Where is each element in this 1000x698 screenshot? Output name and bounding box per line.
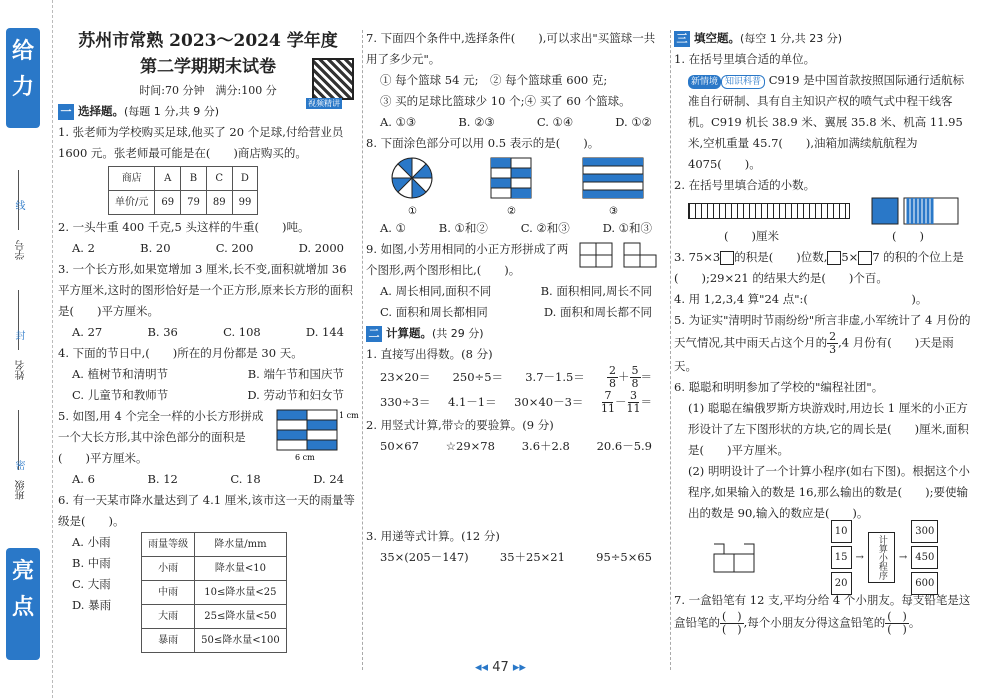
question-7: 7. 下面四个条件中,选择条件( ),可以求出"买篮球一共用了多少元"。 [366, 31, 656, 66]
fill-6-2: (2) 明明设计了一个计算小程序(如右下图)。根据这个小程序,如果输入的数是 16,那么输出的数是( );要使输出的数是 90,输入的数应是( )。 [688, 464, 970, 520]
option[interactable]: A. 小雨 [72, 535, 111, 549]
section-title: 选择题。 [78, 104, 124, 118]
question-2-options [58, 238, 358, 259]
bind-tag-seal: 封 [13, 330, 24, 340]
question-4: 4. 下面的节日中,( )所在的月份都是 30 天。 [58, 346, 303, 360]
question-9-options-row1 [366, 281, 666, 302]
table-cell: 暴雨 [142, 629, 195, 653]
option[interactable]: B. 中雨 [72, 556, 111, 570]
blank-box[interactable] [720, 251, 734, 265]
blank-box[interactable] [858, 251, 872, 265]
next-page-icon[interactable]: ▸▸ [512, 660, 526, 675]
bind-tag-secret: 密 [13, 460, 24, 470]
section-note: (每空 1 分,共 23 分) [740, 32, 843, 45]
flow-output: 300 [911, 520, 938, 543]
option[interactable]: D. 24 [313, 472, 344, 486]
blank[interactable]: ( ) [892, 229, 924, 243]
table-cell: 降水量<10 [195, 557, 287, 581]
figure-label: ① [408, 206, 418, 217]
question-9: 9. 如图,小芳用相同的小正方形拼成了两个图形,两个图形相比,( )。 [366, 242, 569, 277]
option[interactable]: B. 36 [147, 325, 178, 339]
arrow-right-icon: → [898, 551, 908, 563]
flow-output: 450 [911, 546, 938, 569]
question-3-options [58, 322, 358, 343]
blank-fraction[interactable]: $\frac{( )}{( )}$ [722, 610, 742, 636]
calc-item: 35＋25×21 [499, 550, 565, 564]
calc-2: 2. 用竖式计算,带☆的要验算。(9 分) [366, 418, 554, 432]
blocks-figure [870, 196, 960, 226]
flow-output: 600 [911, 572, 938, 595]
section-number-badge: 二 [366, 326, 382, 342]
calc-1-row1 [366, 365, 666, 390]
table-cell: 10≤降水量<25 [195, 581, 287, 605]
rainfall-table [141, 532, 287, 653]
calc-1-row2 [366, 390, 666, 415]
option[interactable]: D. 面积和周长都不同 [543, 305, 652, 319]
fill-2-blanks [674, 226, 974, 247]
table-cell: 小雨 [142, 557, 195, 581]
calc-item: 95÷5×65 [596, 550, 652, 564]
calc-item: 4.1－1＝ [447, 395, 497, 409]
student-number-label: 学号 [16, 240, 27, 260]
question-7-options [366, 112, 666, 133]
column-2 [366, 28, 666, 568]
column-divider [670, 30, 671, 670]
table-header: A [155, 167, 181, 191]
ruler-figure [688, 203, 850, 219]
section-title: 计算题。 [386, 326, 432, 340]
dim-1cm: 1 cm [339, 411, 359, 420]
question-6-row [58, 532, 358, 653]
flow-input: 15 [831, 546, 852, 569]
column-divider [362, 30, 363, 670]
option[interactable]: A. 植树节和清明节 [72, 367, 169, 381]
option[interactable]: A. ①③ [380, 115, 417, 129]
section-note: (每题 1 分,共 9 分) [124, 105, 220, 118]
option[interactable]: A. ① [380, 221, 406, 235]
new-context-tag: 新情境 [688, 75, 721, 89]
fill-2-figures [674, 196, 974, 226]
calc-3-items [366, 547, 666, 568]
figure-label: ② [506, 206, 516, 217]
question-2: 2. 一头牛重 400 千克,5 头这样的牛重( )吨。 [58, 220, 310, 234]
option[interactable]: D. 144 [305, 325, 344, 339]
qr-label: 视频精讲 [308, 99, 340, 108]
question-4-options-row2 [58, 385, 358, 406]
option[interactable]: A. 2 [72, 241, 95, 255]
option[interactable]: C. 108 [223, 325, 261, 339]
question-9-row [366, 239, 666, 281]
column-3 [674, 28, 974, 636]
exam-title-line1: 苏州市常熟 2023～2024 学年度 [78, 31, 338, 51]
section-note: (共 29 分) [432, 327, 484, 340]
table-header: B [181, 167, 207, 191]
option[interactable]: B. 20 [140, 241, 171, 255]
section-fill-heading [674, 28, 974, 49]
table-header: D [232, 167, 258, 191]
table-cell: 大雨 [142, 605, 195, 629]
option[interactable]: D. 劳动节和妇女节 [247, 388, 344, 402]
option[interactable]: C. 面积和周长都相同 [380, 305, 488, 319]
exam-meta: 时间:70 分钟 满分:100 分 [139, 84, 277, 97]
fill-6-1: (1) 聪聪在编俄罗斯方块游戏时,用边长 1 厘米的小正方形设计了左下图形状的方块,它的周长是( )厘米,面积是( )平方厘米。 [688, 401, 969, 457]
option[interactable]: D. 2000 [298, 241, 344, 255]
option[interactable]: B. 面积相同,周长不同 [540, 284, 652, 298]
column-1 [58, 28, 358, 653]
question-7-conditions: ① 每个篮球 54 元; ② 每个篮球重 600 克; [380, 73, 608, 87]
fill-7: 7. 一盒铅笔有 12 支,平均分给 4 个小朋友。每支铅笔是这盒铅笔的 $\frac{( )}{( )}$ ,每个小朋友分得这盒铅笔的 $\frac{( )}{( )}$ 。 [674, 593, 971, 636]
option[interactable]: B. 端午节和国庆节 [247, 367, 344, 381]
calc-item: 250÷5＝ [452, 370, 504, 384]
fill-1-text: 新情境 知识科普 C919 是中国首款按照国际通行适航标准自行研制、具有自主知识产权的喷气式中程干线客机。C919 机长 38.9 米、翼展 35.8 米、机高 11.95 米,空机重量 45.7( ),油箱加满续航航程为 4075( )。 [688, 73, 965, 171]
prev-page-icon[interactable]: ◂◂ [475, 660, 489, 675]
calc-1: 1. 直接写出得数。(8 分) [366, 347, 493, 361]
calc-item: 35×(205－147) [380, 550, 469, 564]
option[interactable]: D. ①② [615, 115, 652, 129]
class-label: 班级 [16, 480, 27, 500]
calc-item: ☆29×78 [445, 439, 495, 453]
arrow-right-icon: → [855, 551, 864, 563]
option[interactable]: C. 200 [215, 241, 254, 255]
question-5-options [58, 469, 358, 490]
question-6-options [58, 532, 111, 653]
name-label: 姓名 [16, 360, 27, 380]
name-line[interactable] [18, 290, 20, 350]
option[interactable]: B. 12 [147, 472, 178, 486]
section-number-badge: 一 [58, 104, 74, 120]
calc-2-items [366, 436, 666, 526]
calc-fraction-item: $\frac{7}{11}$ － $\frac{3}{11}$ ＝ [600, 389, 652, 415]
table-cell: 中雨 [142, 581, 195, 605]
flow-program: 计算小程序 [868, 532, 895, 583]
question-1: 1. 张老师为学校购买足球,他买了 20 个足球,付给营业员 1600 元。张老师最可能是在( )商店购买的。 [58, 125, 344, 160]
page-number: ◂◂ 47 ▸▸ [475, 660, 526, 675]
table-cell: 99 [232, 191, 258, 215]
fraction: $\frac{2}{3}$ [829, 330, 837, 356]
section-calc-heading [366, 323, 666, 344]
grid-figure [481, 154, 541, 218]
question-5-row [58, 406, 358, 469]
flow-input: 10 [831, 520, 852, 543]
table-cell: 89 [206, 191, 232, 215]
calc-item: 30×40－3＝ [514, 395, 584, 409]
table-cell: 79 [181, 191, 207, 215]
option[interactable]: D. 暴雨 [72, 598, 112, 612]
question-3: 3. 一个长方形,如果宽增加 3 厘米,长不变,面积就增加 36 平方厘米,这时的图形恰好是一个正方形,原来长方形的面积是( )平方厘米。 [58, 262, 353, 318]
calc-item: 23×20＝ [380, 370, 431, 384]
option[interactable]: C. ①④ [536, 115, 574, 129]
fill-1: 1. 在括号里填合适的单位。 [674, 52, 816, 66]
tetromino-figure [710, 540, 760, 574]
table-cell: 50≤降水量<100 [195, 629, 287, 653]
table-header: C [206, 167, 232, 191]
question-7-conditions-2: ③ 买的足球比篮球少 10 个;④ 买了 60 个篮球。 [380, 94, 631, 108]
section-number-badge: 三 [674, 31, 690, 47]
option[interactable]: A. 周长相同,面积不同 [380, 284, 492, 298]
calc-item: 3.6＋2.8 [521, 439, 570, 453]
fill-6-figures [674, 524, 974, 590]
table-header: 降水量/mm [195, 533, 287, 557]
tab-bottom-label: 亮点 [6, 548, 40, 660]
calc-item: 3.7－1.5＝ [525, 370, 585, 384]
option[interactable]: A. 27 [72, 325, 103, 339]
question-4-options-row1 [58, 364, 358, 385]
blank-fraction[interactable]: $\frac{( )}{( )}$ [887, 610, 907, 636]
stripes-figure [578, 154, 648, 218]
option[interactable]: C. 大雨 [72, 577, 111, 591]
price-table [108, 166, 258, 215]
option[interactable]: C. 儿童节和教师节 [72, 388, 169, 402]
blank[interactable]: ( )厘米 [724, 229, 779, 243]
option[interactable]: C. ②和③ [520, 221, 570, 235]
fill-2: 2. 在括号里填合适的小数。 [674, 178, 816, 192]
rectangles-figure [273, 406, 359, 462]
table-header: 雨量等级 [142, 533, 195, 557]
fill-6: 6. 聪聪和明明参加了学校的"编程社团"。 [674, 380, 884, 394]
question-5: 5. 如图,用 4 个完全一样的小长方形拼成一个大长方形,其中涂色部分的面积是( )平方厘米。 [58, 409, 264, 465]
squares-figure [576, 239, 661, 275]
option[interactable]: C. 18 [230, 472, 261, 486]
question-8: 8. 下面涂色部分可以用 0.5 表示的是( )。 [366, 136, 600, 150]
table-row-label: 单价/元 [109, 191, 155, 215]
table-cell: 25≤降水量<50 [195, 605, 287, 629]
question-8-options [366, 218, 666, 239]
bind-tag-line: 线 [13, 200, 24, 210]
option[interactable]: D. ①和③ [602, 221, 652, 235]
fill-5: 5. 为证实"清明时节雨纷纷"所言非虚,小军统计了 4 月份的天气情况,其中雨天占这个月的 $\frac{2}{3}$ ,4 月份有( )天是雨天。 [674, 313, 971, 373]
calc-3: 3. 用递等式计算。(12 分) [366, 529, 500, 543]
question-8-figures [366, 154, 666, 218]
calc-item: 330÷3＝ [380, 395, 431, 409]
exam-title-line2: 第二学期期末试卷 [140, 57, 276, 77]
calc-item: 20.6－5.9 [596, 439, 652, 453]
flow-input: 20 [831, 572, 852, 595]
program-flowchart [831, 520, 939, 595]
calc-item: 50×67 [380, 439, 419, 453]
circle-figure [384, 154, 444, 218]
option[interactable]: B. ②③ [458, 115, 495, 129]
dim-6cm: 6 cm [295, 453, 315, 462]
science-tag: 知识科普 [721, 75, 765, 89]
option[interactable]: A. 6 [72, 472, 95, 486]
figure-label: ③ [608, 206, 618, 217]
table-cell: 69 [155, 191, 181, 215]
fill-4: 4. 用 1,2,3,4 算"24 点":( )。 [674, 292, 928, 306]
section-title: 填空题。 [694, 31, 740, 45]
binding-margin [0, 0, 53, 698]
blank-box[interactable] [827, 251, 841, 265]
fill-3: 3. 75×3 的积是( )位数, 5× 7 的积的个位上是( );29×21 的结果大约是( )个百。 [674, 250, 964, 285]
table-header: 商店 [109, 167, 155, 191]
section-choice-heading [58, 101, 358, 122]
calc-fraction-item: $\frac{2}{8}$ ＋ $\frac{5}{8}$ ＝ [609, 364, 652, 390]
question-9-options-row2 [366, 302, 666, 323]
question-6: 6. 有一天某市降水量达到了 4.1 厘米,该市这一天的雨量等级是( )。 [58, 493, 355, 528]
tab-top-label: 给力 [6, 28, 40, 128]
option[interactable]: B. ①和② [438, 221, 488, 235]
